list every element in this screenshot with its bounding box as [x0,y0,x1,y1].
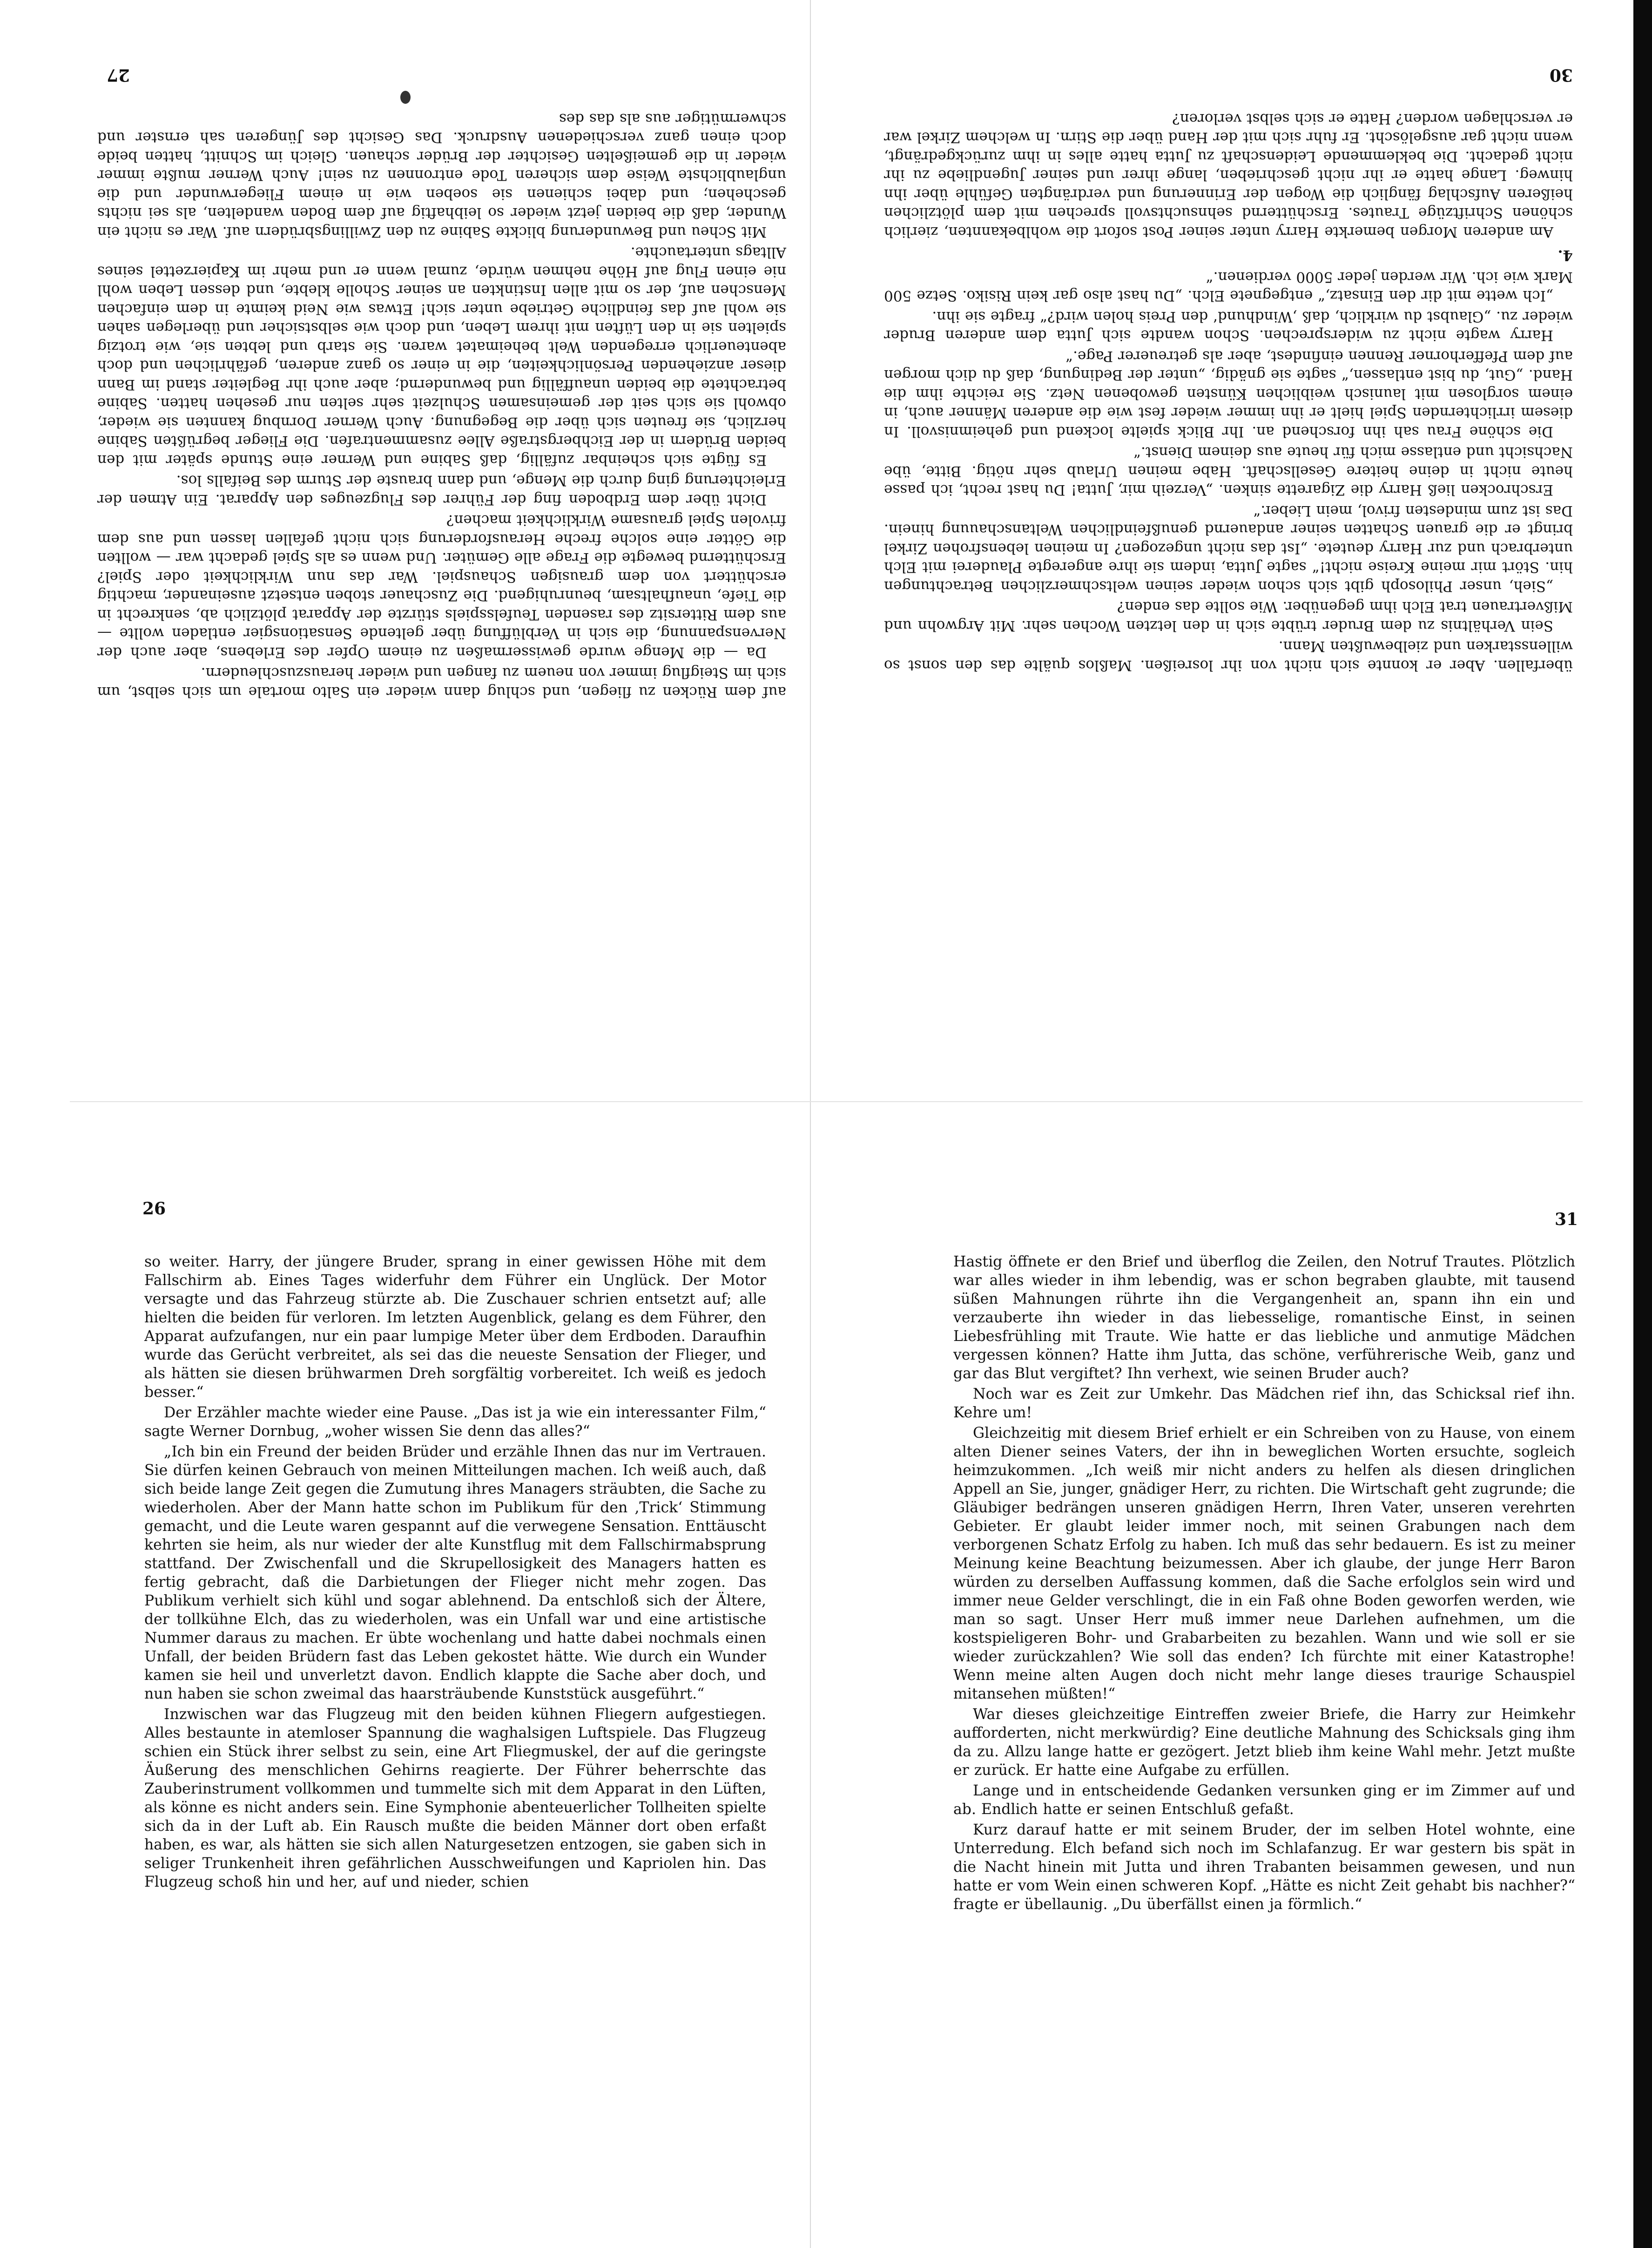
paragraph: Sein Verhältnis zu dem Bruder trübte sich in den letzten Wochen sehr. Mit Argwohn und Mißvertrauen trat Elch ihm gegenüber. Wie sollte das enden? [884,598,1573,634]
page-number: 27 [106,65,130,85]
paragraph: Am anderen Morgen bemerkte Harry unter seiner Post sofort die wohlbekannten, zierlich schönen Schriftzüge Trautes. Erschütternd sehnsuchtsvoll sprechen mit dem plötzlichen heißeren Aufschlag fänglich die Wogen der Erinnerung und verdrängten Gefühle über ihn hinweg. Lange hatte er ihr nicht geschrieben, lange ihrer und seiner Jugendliebe zu ihr nicht gedacht. Die beklemmende Leidenschaft zu Jutta hatte alles in ihm zurückgedrängt, wenn nicht gar ausgelöscht. Er fuhr sich mit der Hand über die Stirn. In welchem Zirkel war er verschlagen worden? Hatte er sich selbst verloren? [884,110,1573,240]
paragraph: überfallen. Aber er konnte sich nicht von ihr losreißen. Maßlos quälte das den sonst so willensstarken und zielbewußten Mann. [884,638,1573,674]
paragraph: Harry wagte nicht zu widersprechen. Schon wandte sich Jutta dem anderen Bruder wieder zu. „Glaubst du wirklich, daß ‚Windhund‘ den Preis holen wird?“ fragte sie ihn. [884,308,1573,344]
page-31-text [953,1253,1575,1916]
paragraph: „Ich wette mit dir den Einsatz,“ entgegnete Elch. „Du hast also gar kein Risiko. Setze 500 Mark wie ich. Wir werden jeder 5000 verdienen.“ [884,269,1573,305]
page-30-text [884,108,1573,675]
paragraph: Mit Scheu und Bewunderung blickte Sabine zu den Zwillingsbrüdern auf. War es nicht ein Wunder, daß die beiden jetzt wieder so leibhaftig auf dem Boden wandelten, als sei nichts geschehen; und dabei schienen sie soeben wie in einem Fliegerwunder und die unglaublichste Weise dem sicheren Tode entronnen zu sein! Auch Werner mußte immer wieder in die gemeißelten Gesichter der Brüder schauen. Gleich im Schnitt, hatten beide doch einen ganz verschiedenen Ausdruck. Das Gesicht des Jüngeren sah ernster und schwermütiger aus als das des [97,110,786,240]
paragraph: „Sieh, unser Philosoph gibt sich schon wieder seinen weltschmerzlichen Betrachtungen hin. Stört mir meine Kreise nicht!“ sagte Jutta, indem sie ihre angeregte Plauderei mit Elch unterbrach und zur Harry deutete. „Ist das nicht ungezogen? In meinen lebensfrohen Zirkel bringt er die grauen Schatten seiner andauernd genußfeindlichen Weltanschauung hinein. Das ist zum mindesten frivol, mein Lieber.“ [884,502,1573,595]
page-27-text [97,108,786,702]
page-26-text [144,1253,766,1893]
paragraph: Dicht über dem Erdboden fing der Führer des Flugzeuges den Apparat. Ein Atmen der Erleichterung ging durch die Menge, und dann brauste der Sturm des Beifalls los. [97,472,786,508]
page-number: 30 [1549,65,1573,85]
paragraph: Kurz darauf hatte er mit seinem Bruder, der im selben Hotel wohnte, eine Unterredung. Elch befand sich noch im Schlafanzug. Er war gestern bis spät in die Nacht hinein mit Jutta und ihren Trabanten beisammen gewesen, und nun hatte er vom Wein einen schweren Kopf. „Hätte es nicht Zeit gehabt bis nachher?“ fragte er übellaunig. „Du überfällst einen ja förmlich.“ [953,1821,1575,1913]
paragraph: Gleichzeitig mit diesem Brief erhielt er ein Schreiben von zu Hause, von einem alten Diener seines Vaters, der ihn in beweglichen Worten ersuchte, sogleich heimzukommen. „Ich weiß mir nicht anders zu helfen als diesen dringlichen Appell an Sie, junger, gnädiger Herr, zu richten. Die Wirtschaft geht zugrunde; die Gläubiger bedrängen unseren gnädigen Herrn, Ihren Vater, unseren verehrten Gebieter. Er glaubt leider immer noch, mit seinen Grabungen nach dem verborgenen Schatz Erfolg zu haben. Ich muß das sehr bedauern. Es ist zu meiner Meinung keine Beachtung beizumessen. Aber ich glaube, der junge Herr Baron würden zu derselben Auffassung kommen, daß die Sache erfolglos sein wird und immer neue Gelder verschlingt, die in ein Faß ohne Boden geworfen werden, wie man so sagt. Unser Herr muß immer neue Darlehen aufnehmen, um die kostspieligeren Bohr- und Grabarbeiten zu bezahlen. Wann und wie soll er sie wieder zurückzahlen? Wie soll das enden? Ich fürchte mit einer Katastrophe! Wenn meine alten Augen doch nicht mehr lange dieses traurige Schauspiel mitansehen müßten!“ [953,1425,1575,1702]
paragraph: so weiter. Harry, der jüngere Bruder, sprang in einer gewissen Höhe mit dem Fallschirm ab. Eines Tages widerfuhr dem Führer ein Unglück. Der Motor versagte und das Fahrzeug stürzte ab. Die Zuschauer schrien entsetzt auf; alle hielten die beiden für verloren. Im letzten Augenblick, gelang es dem Führer, den Apparat aufzufangen, nur ein paar lumpige Meter über dem Erdboden. Daraufhin wurde das Gerücht verbreitet, als sei das die neueste Sensation der Flieger, und als hätten sie diesen brühwarmen Dreh sorgfältig vorbereitet. Ich weiß es jedoch besser.“ [144,1253,766,1401]
upside-down-spread [0,0,1652,1085]
paragraph: Die schöne Frau sah ihn forschend an. Ihr Blick spielte lockend und geheimnisvoll. In diesem irrlichternden Spiel hielt er ihn immer wieder fest wie die anderen Männer auch, in einem sorglosen mit launisch weiblichen Künsten gewobenen Netz. Sie reichte ihm die Hand. „Gut, du bist entlassen,“ sagte sie gnädig, „unter der Bedingung, daß du dich morgen auf dem Pfefferhorner Rennen einfindest, aber als getreuerer Page.“ [884,348,1573,440]
paragraph: Inzwischen war das Flugzeug mit den beiden kühnen Fliegern aufgestiegen. Alles bestaunte in atemloser Spannung die waghalsigen Luftspiele. Das Flugzeug schien ein Stück ihrer selbst zu sein, eine Art Fliegmuskel, der auf die geringste Äußerung des menschlichen Gehirns reagierte. Der Führer beherrschte das Zauberinstrument vollkommen und tummelte sich mit dem Apparat in den Lüften, als könne es nicht anders sein. Eine Symphonie abenteuerlicher Tollheiten spielte sich da in der Luft ab. Ein Rausch mußte die beiden Männer dort oben erfaßt haben, es war, als hätten sie sich allen Naturgesetzen entzogen, sie gaben sich in seliger Trunkenheit ihren gefährlichen Ausschweifungen und Kapriolen hin. Das Flugzeug schoß hin und her, auf und nieder, schien [144,1706,766,1890]
paragraph: Noch war es Zeit zur Umkehr. Das Mädchen rief ihn, das Schicksal rief ihn. Kehre um! [953,1386,1575,1421]
paragraph: Hastig öffnete er den Brief und überflog die Zeilen, den Notruf Trautes. Plötzlich war alles wieder in ihm lebendig, was er schon begraben glaubte, mit tausend süßen Mahnungen rührte ihn die Vergangenheit an, spann ihn ein und verzauberte ihn wieder in das liebesselige, romantische Einst, in seinen Liebesfrühling mit Traute. Wie hatte er das liebliche und anmutige Mädchen vergessen können? Hatte ihm Jutta, das schöne, verführerische Weib, ganz und gar das Blut vergiftet? Ihn verhext, wie seinen Bruder auch? [953,1253,1575,1382]
paragraph: auf dem Rücken zu fliegen, und schlug dann wieder ein Salto mortale um sich selbst, um sich im Steigflug immer von neuem zu fangen und wieder herauszuschleudern. [97,664,786,700]
page-number: 26 [142,1199,166,1219]
paragraph: Es fügte sich scheinbar zufällig, daß Sabine und Werner eine Stunde später mit den beiden Brüdern in der Eichbergstraße Allee zusammentrafen. Die Flieger begrüßten Sabine herzlich, sie freuten sich über die Begegnung. Auch Werner Dornbug kannten sie wieder, obwohl sie sich seit der gemeinsamen Schulzeit sehr selten nur gesehen hatten. Sabine betrachtete die beiden unauffällig und bewundernd; aber auch ihr Begleiter stand im Bann dieser anziehenden Persönlichkeiten, die in einer so ganz anderen, gefährlichen und doch abenteuerlich erregenden Welt beheimatet waren. Sie starb und lebten sie, wie trotzig spielten sie in den Lüften mit ihrem Leben, und doch wie selbstsicher und überlegen sahen sie wohl auf das feindliche Getriebe unter sich! Etwas wie Neid keimte in dem einfachen Menschen auf, der so mit allen Instinkten an seiner Scholle klebte, und dessen Leben wohl nie einen Flug auf Höhe nehmen würde, zumal wenn er und mehr im Kapierzettel seines Alltags untertauchte. [97,244,786,468]
paragraph: „Ich bin ein Freund der beiden Brüder und erzähle Ihnen das nur im Vertrauen. Sie dürfen keinen Gebrauch von meinen Mitteilungen machen. Ich weiß auch, daß sich beide lange Zeit gegen die Zumutung ihres Managers sträubten, die Sache zu wiederholen. Aber der Mann hatte schon im Publikum für den ‚Trick‘ Stimmung gemacht, und die Leute waren gespannt auf die verwegene Sensation. Enttäuscht kehrten sie heim, als nur wieder der alte Kunstflug mit dem Fallschirmabsprung stattfand. Der Zwischenfall und die Skrupellosigkeit des Managers hatten es fertig gebracht, daß die Darbietungen der Flieger nicht mehr zogen. Das Publikum verhielt sich kühl und sogar ablehnend. Da entschloß sich der Ältere, der tollkühne Elch, das zu wiederholen, was ein Unfall war und eine artistische Nummer daraus zu machen. Er übte wochenlang und hatte dabei nochmals einen Unfall, der beiden Brüdern fast das Leben gekostet hätte. Wie durch ein Wunder kamen sie heil und unverletzt davon. Endlich klappte die Sache aber doch, und nun haben sie schon zweimal das haarsträubende Kunststück ausgeführt.“ [144,1443,766,1702]
section-heading: 4. [1558,247,1573,264]
paragraph: Erschrocken ließ Harry die Zigarette sinken. „Verzeih mir, Jutta! Du hast recht, ich passe heute nicht in deine heitere Gesellschaft. Habe meinen Urlaub sehr nötig. Bitte, übe Nachsicht und entlasse mich für heute aus deinem Dienst.“ [884,444,1573,499]
paragraph: War dieses gleichzeitige Eintreffen zweier Briefe, die Harry zur Heimkehr aufforderten, nicht merkwürdig? Eine deutliche Mahnung des Schicksals ging ihm da zu. Allzu lange hatte er gezögert. Jetzt blieb ihm keine Wahl mehr. Jetzt mußte er zurück. Er hatte eine Aufgabe zu erfüllen. [953,1706,1575,1779]
paragraph: Der Erzähler machte wieder eine Pause. „Das ist ja wie ein interessanter Film,“ sagte Werner Dornbug, „woher wissen Sie denn das alles?“ [144,1404,766,1440]
sheet-fold-line [70,1101,1583,1102]
page-number: 31 [1555,1210,1578,1229]
paragraph: Lange und in entscheidende Gedanken versunken ging er im Zimmer auf und ab. Endlich hatte er seinen Entschluß gefaßt. [953,1782,1575,1818]
paragraph: Da — die Menge wurde gewissermaßen zu einem Opfer des Erlebens, aber auch der Nervenspannung, die sich in Verblüffung über geltende Sensationsgier entladen wollte — aus dem Rittersitz des rasenden Teufelsspiels stürzte der Apparat plötzlich ab, senkrecht in die Tiefe, unaufhaltsam, beunruhigend. Die Zuschauer stoben entsetzt auseinander, machtig erschüttert von dem grausigen Schauspiel. War das nun Wirklichkeit oder Spiel? Erschütternd bewegte die Frage alle Gemüter. Und wenn es als Spiel gedacht war — wollten die Götter eine solche freche Herausforderung sich nicht gefallen lassen und aus dem frivolen Spiel grausame Wirklichkeit machen? [97,512,786,661]
